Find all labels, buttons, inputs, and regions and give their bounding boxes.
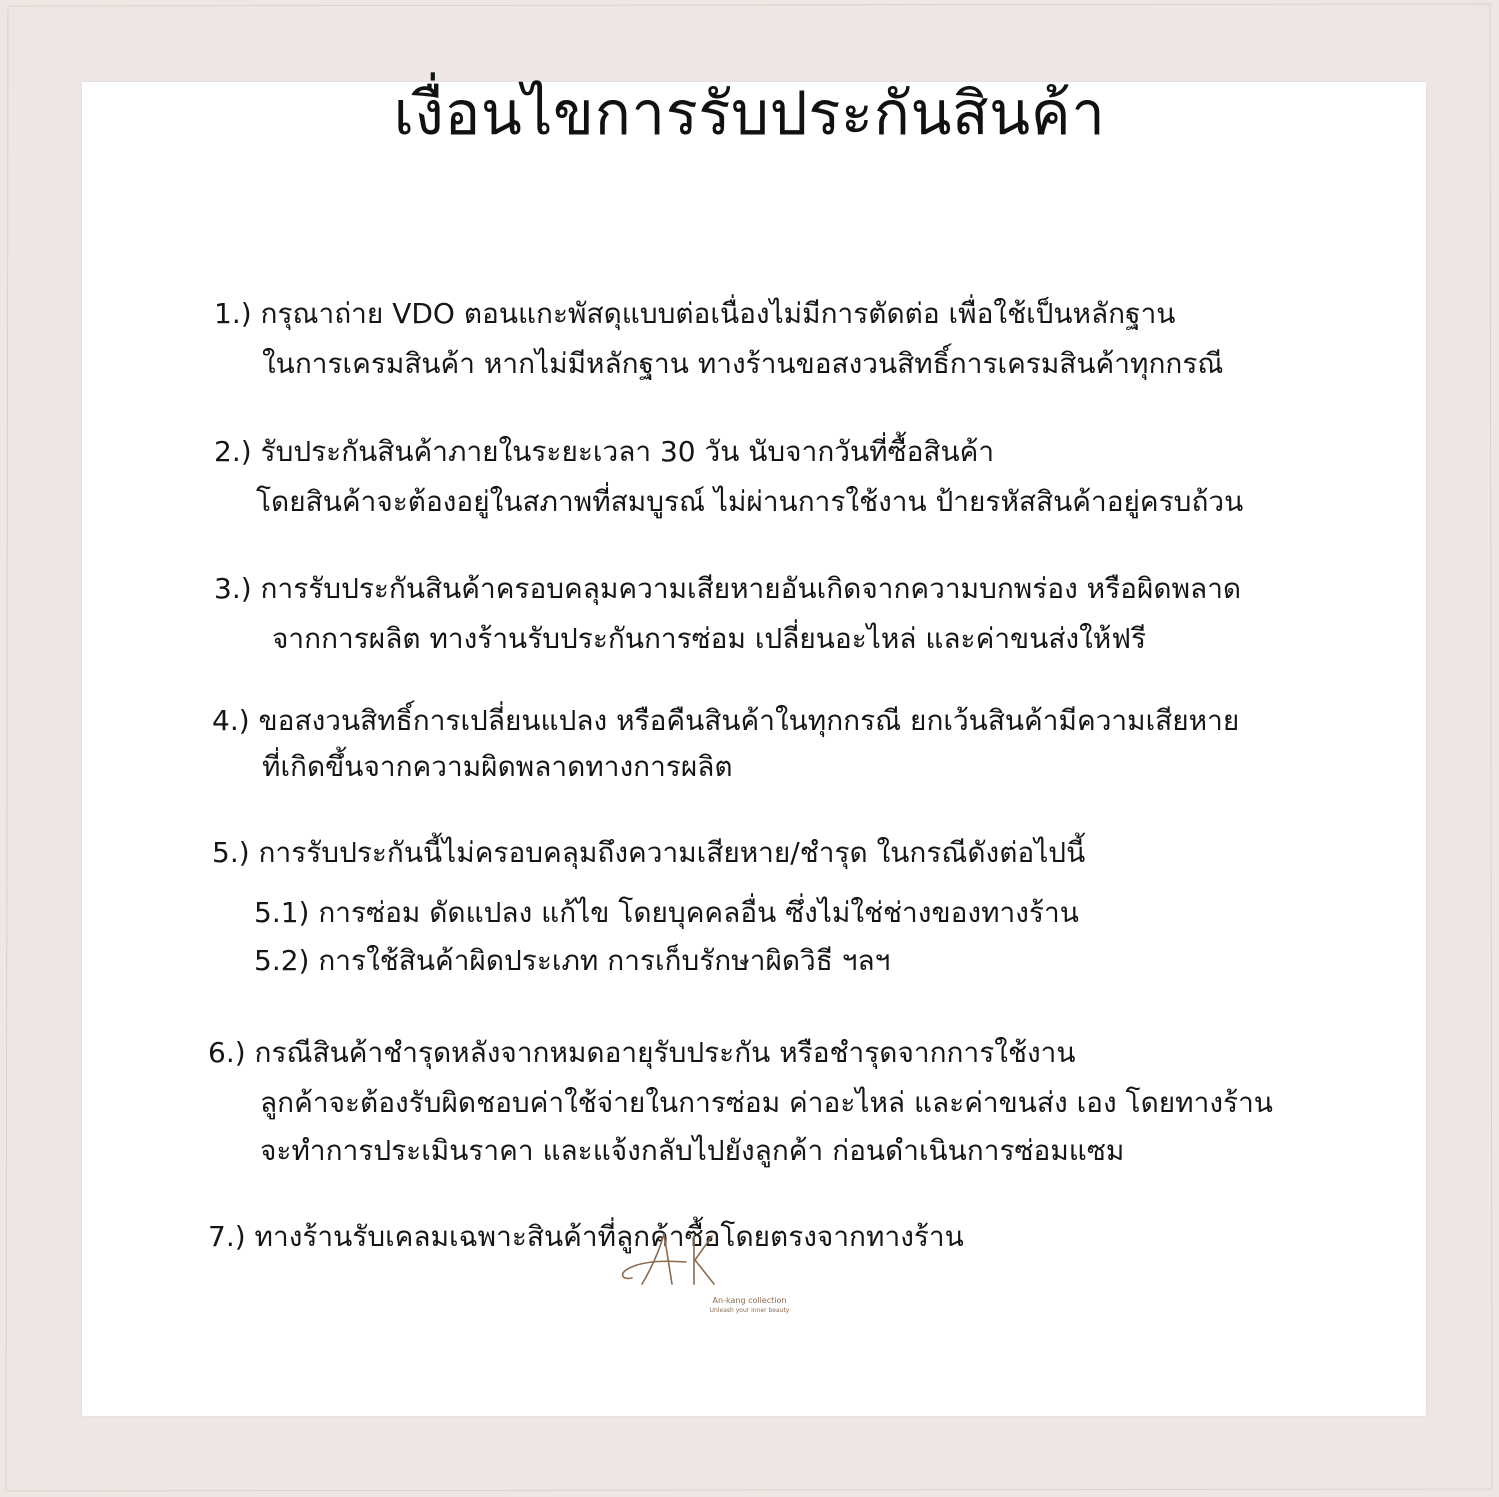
- page-title: เงื่อนไขการรับประกันสินค้า: [393, 79, 1106, 149]
- item-2-line-1: 2.) รับประกันสินค้าภายในระยะเวลา 30 วัน นับจากวันที่ซื้อสินค้า: [214, 435, 995, 468]
- item-7-line-1: 7.) ทางร้านรับเคลมเฉพาะสินค้าที่ลูกค้าซื้อโดยตรงจากทางร้าน: [208, 1220, 964, 1253]
- item-2-line-2: โดยสินค้าจะต้องอยู่ในสภาพที่สมบูรณ์ ไม่ผ่านการใช้งาน ป้ายรหัสสินค้าอยู่ครบถ้วน: [256, 485, 1244, 518]
- brand-logo: [608, 1226, 728, 1306]
- brand-tagline: Unleash your inner beauty: [709, 1307, 790, 1314]
- item-4-line-2: ที่เกิดขึ้นจากความผิดพลาดทางการผลิต: [262, 750, 733, 783]
- item-1-line-2: ในการเครมสินค้า หากไม่มีหลักฐาน ทางร้านขอสงวนสิทธิ์การเครมสินค้าทุกกรณี: [262, 347, 1224, 380]
- item-1-line-1: 1.) กรุณาถ่าย VDO ตอนแกะพัสดุแบบต่อเนื่องไม่มีการตัดต่อ เพื่อใช้เป็นหลักฐาน: [214, 297, 1176, 330]
- item-5-line-1: 5.) การรับประกันนี้ไม่ครอบคลุมถึงความเสียหาย/ชำรุด ในกรณีดังต่อไปนี้: [212, 836, 1086, 869]
- item-5-2-line: 5.2) การใช้สินค้าผิดประเภท การเก็บรักษาผิดวิธี ฯลฯ: [254, 944, 891, 977]
- brand-name: An-kang collection: [712, 1296, 787, 1305]
- item-4-line-1: 4.) ขอสงวนสิทธิ์การเปลี่ยนแปลง หรือคืนสินค้าในทุกกรณี ยกเว้นสินค้ามีความเสียหาย: [212, 704, 1240, 737]
- item-3-line-2: จากการผลิต ทางร้านรับประกันการซ่อม เปลี่ยนอะไหล่ และค่าขนส่งให้ฟรี: [272, 622, 1147, 655]
- item-3-line-1: 3.) การรับประกันสินค้าครอบคลุมความเสียหายอันเกิดจากความบกพร่อง หรือผิดพลาด: [214, 572, 1242, 605]
- item-5-1-line: 5.1) การซ่อม ดัดแปลง แก้ไข โดยบุคคลอื่น ซึ่งไม่ใช่ช่างของทางร้าน: [254, 896, 1079, 929]
- item-6-line-2: ลูกค้าจะต้องรับผิดชอบค่าใช้จ่ายในการซ่อม ค่าอะไหล่ และค่าขนส่ง เอง โดยทางร้าน: [260, 1086, 1273, 1119]
- item-6-line-3: จะทำการประเมินราคา และแจ้งกลับไปยังลูกค้า ก่อนดำเนินการซ่อมแซม: [260, 1134, 1125, 1167]
- item-6-line-1: 6.) กรณีสินค้าชำรุดหลังจากหมดอายุรับประกัน หรือชำรุดจากการใช้งาน: [208, 1036, 1076, 1069]
